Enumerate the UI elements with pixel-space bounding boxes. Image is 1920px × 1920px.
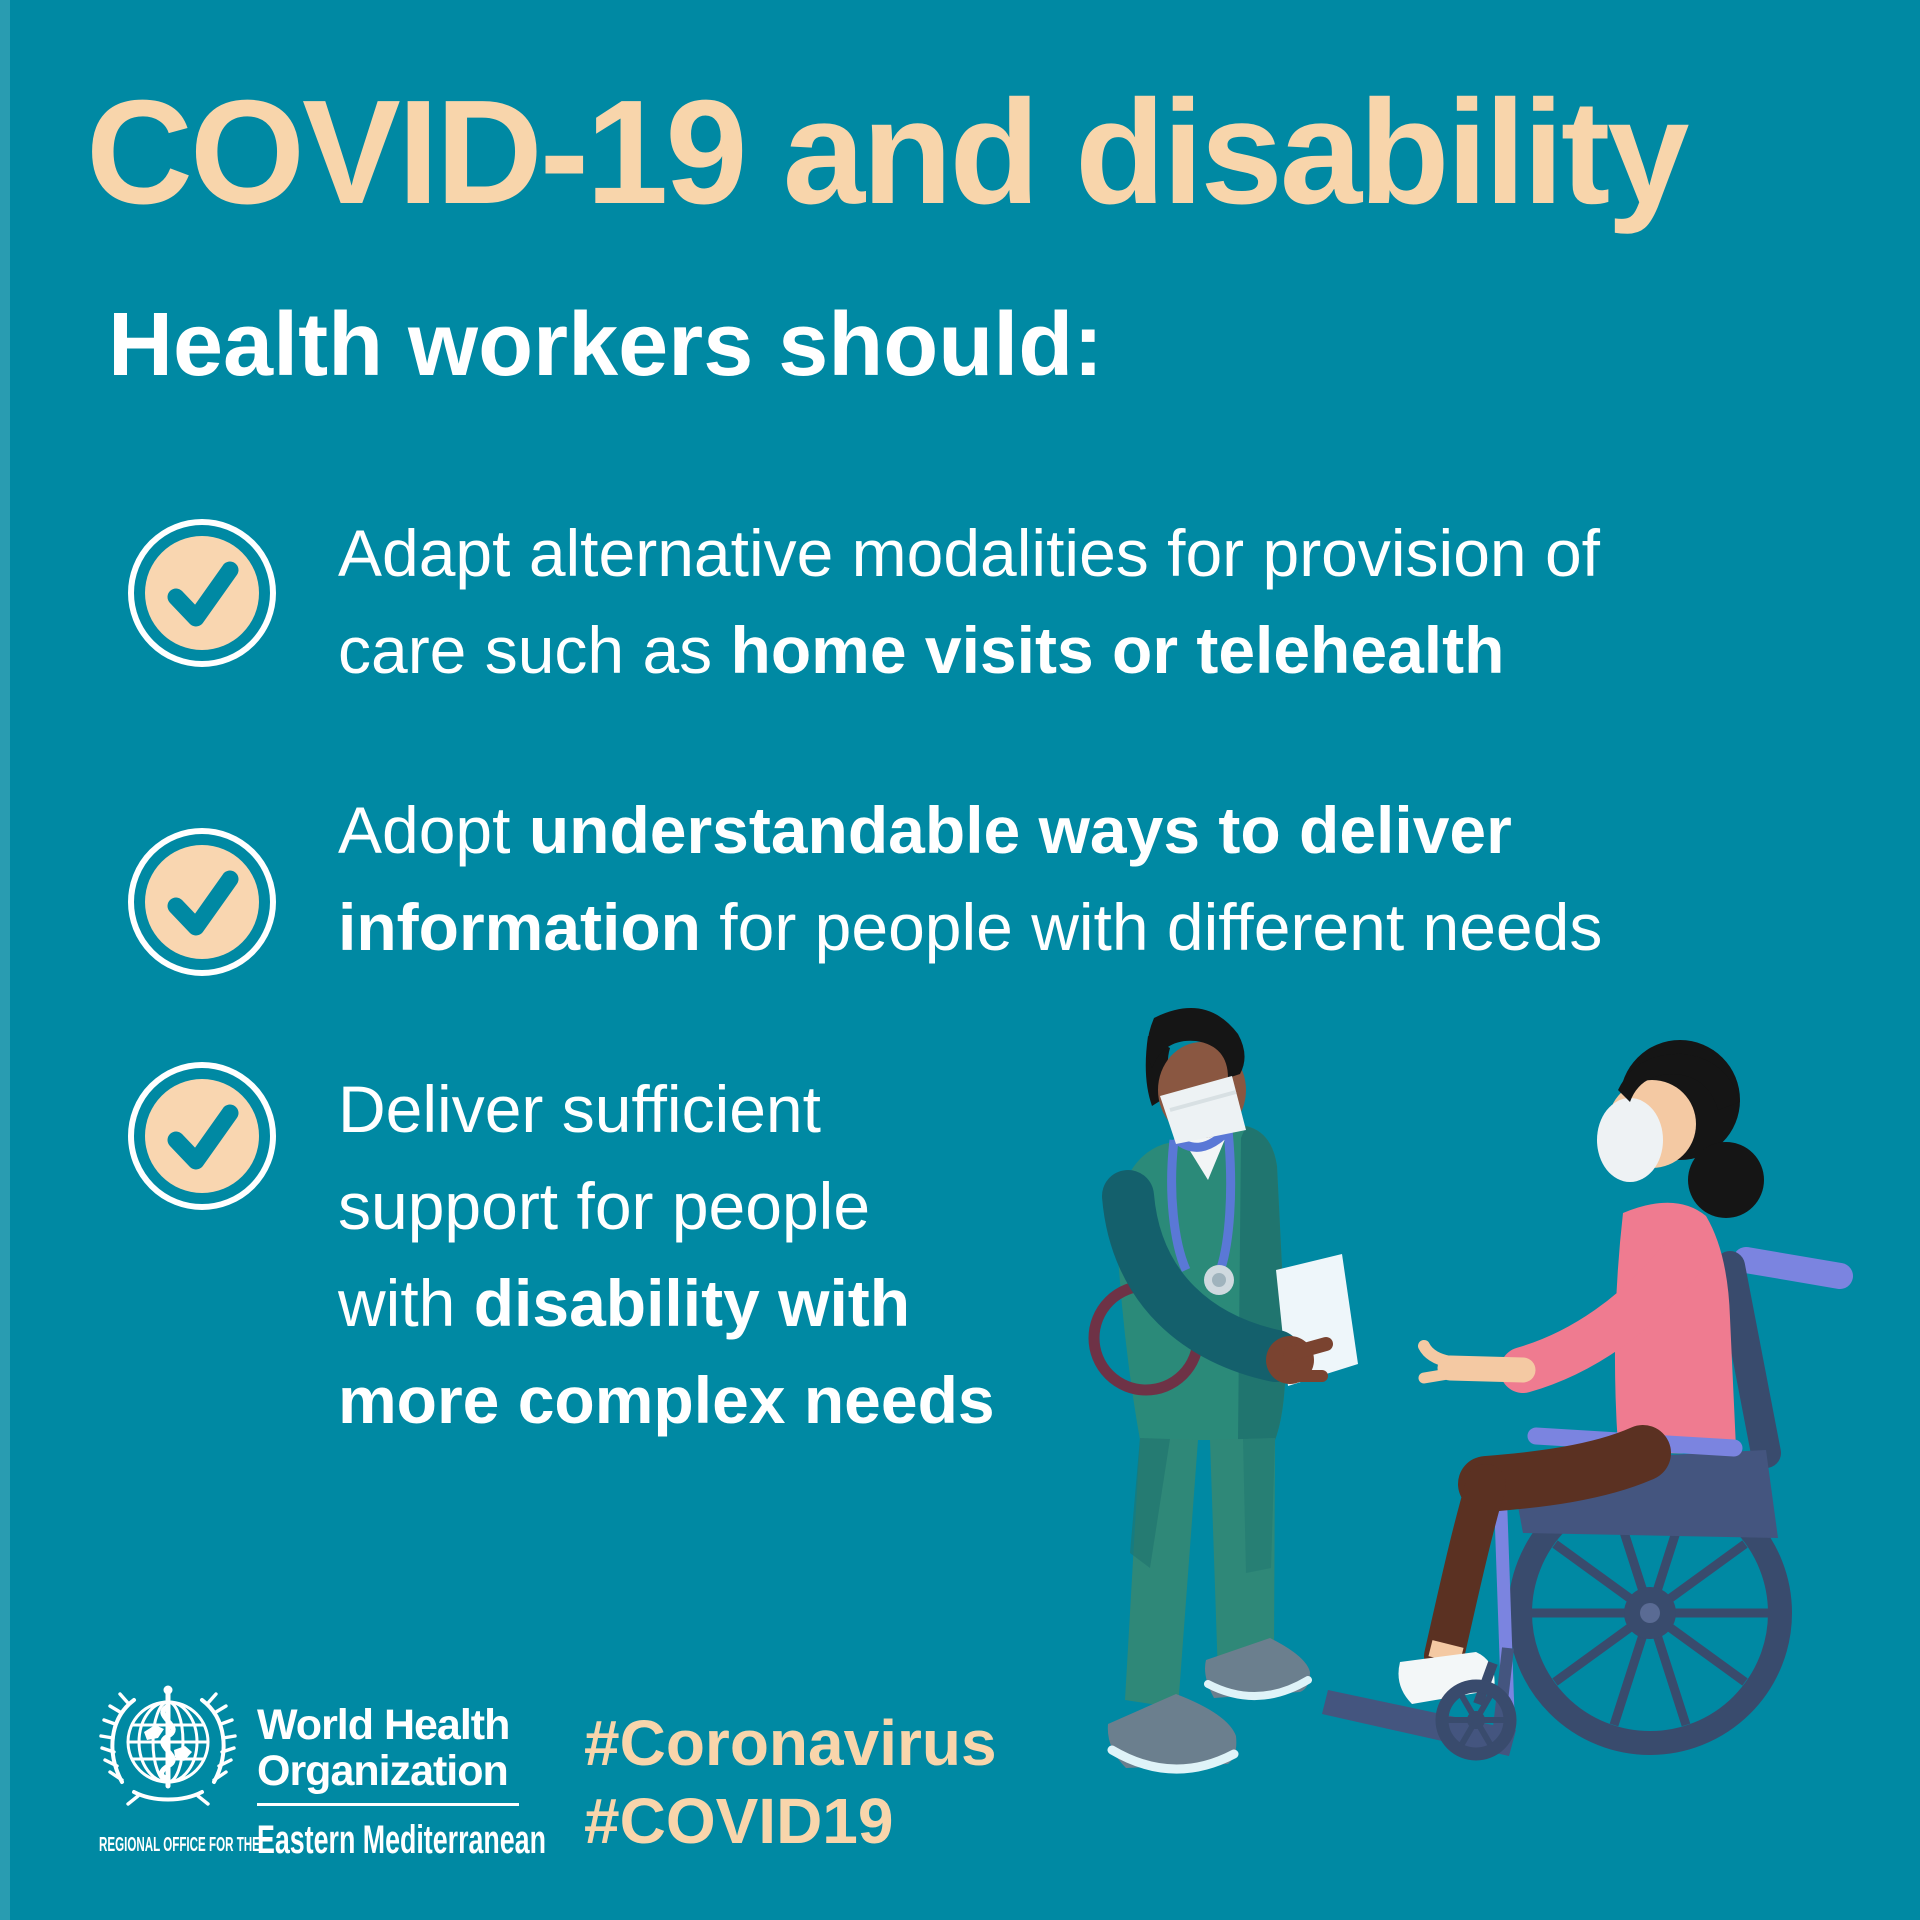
who-office-region: Eastern Mediterranean — [257, 1818, 546, 1862]
bullet-text-segment: with — [338, 1266, 474, 1340]
bullet-line — [338, 1061, 995, 1158]
check-circle-icon — [126, 826, 278, 978]
subtitle: Health workers should: — [108, 295, 1104, 395]
bullet-text-segment: care such as — [338, 613, 731, 687]
check-circle-icon — [126, 517, 278, 669]
bullet-text-segment-bold: more complex needs — [338, 1363, 995, 1437]
bullet-line — [338, 1255, 995, 1352]
bullet-text-segment-bold: home visits or telehealth — [730, 613, 1505, 687]
bullet-text-segment-bold: understandable ways to deliver — [528, 793, 1512, 867]
hashtag-coronavirus: #Coronavirus — [584, 1707, 997, 1779]
bullet-text-segment: Adapt alternative modalities for provision of — [338, 516, 1600, 590]
page-title: COVID-19 and disability — [86, 70, 1687, 235]
bullet-line — [338, 1158, 995, 1255]
who-logo-divider — [257, 1803, 519, 1806]
bullet-text-segment: support for people — [338, 1169, 871, 1243]
bullet-line — [338, 505, 1600, 602]
bullet-item — [338, 782, 1602, 976]
illustration-health-worker-and-wheelchair-user — [1078, 1008, 1920, 1890]
bullet-text-segment-bold: disability with — [473, 1266, 911, 1340]
hashtag-block — [584, 1704, 997, 1860]
bullet-line — [338, 1352, 995, 1449]
check-circle-icon — [126, 1060, 278, 1212]
who-name-line2: Organization — [257, 1747, 508, 1795]
hashtag-covid19: #COVID19 — [584, 1785, 894, 1857]
health-worker-figure — [1094, 1008, 1358, 1769]
bullet-line — [338, 602, 1600, 699]
bullet-item — [338, 1061, 995, 1449]
bullet-text-segment-bold: information — [338, 890, 701, 964]
who-logo-emblem — [98, 1680, 238, 1820]
who-name-line1: World Health — [257, 1701, 510, 1749]
left-edge-accent — [0, 0, 10, 1920]
who-office-prefix: REGIONAL OFFICE FOR THE — [99, 1834, 260, 1856]
wheelchair-user-figure — [1322, 1040, 1840, 1756]
bullet-item — [338, 505, 1600, 699]
bullet-line — [338, 879, 1602, 976]
bullet-text-segment: for people with different needs — [700, 890, 1603, 964]
bullet-text-segment: Adopt — [338, 793, 529, 867]
who-logo-text — [257, 1702, 509, 1794]
bullet-text-segment: Deliver sufficient — [338, 1072, 821, 1146]
bullet-line — [338, 782, 1602, 879]
